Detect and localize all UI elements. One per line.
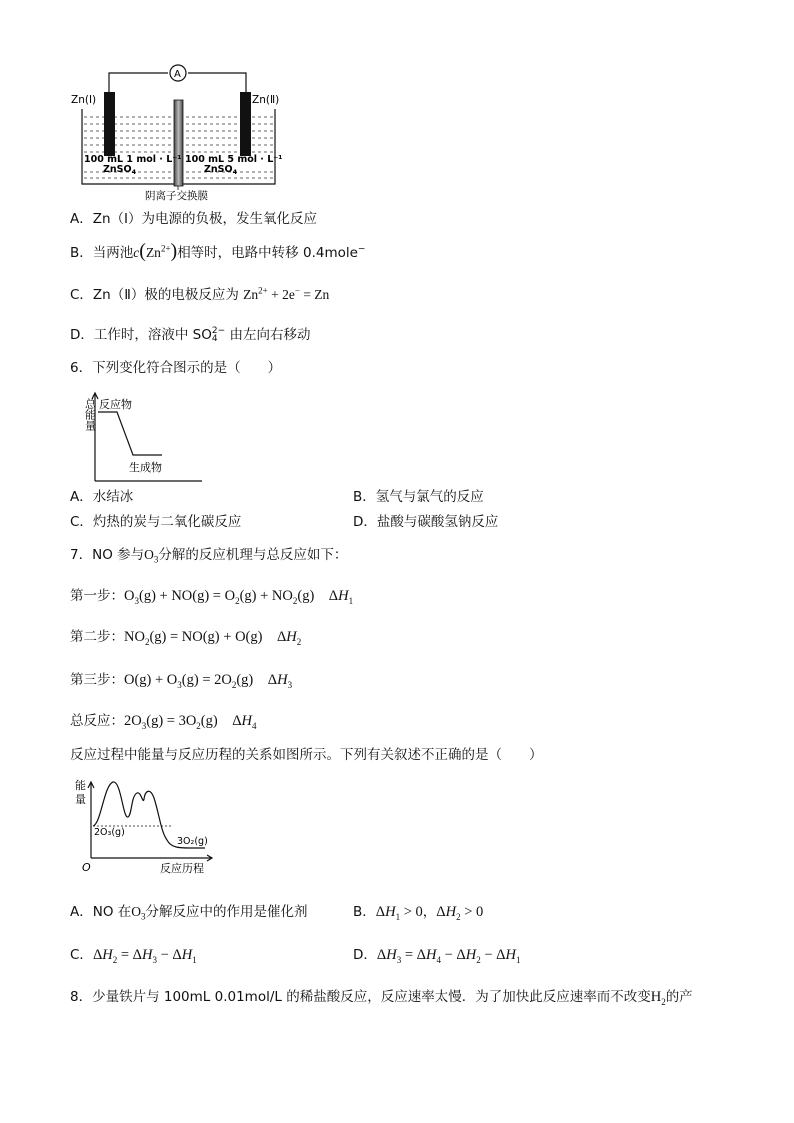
- left-solution-label: 100 mL 1 mol · L⁻¹: [84, 154, 182, 165]
- q6-option-b: B．氢气与氯气的反应: [353, 489, 484, 505]
- q8-stem: 8．少量铁片与 100mL 0.01mol/L 的稀盐酸反应，反应速率太慢．为了加快此反应速率而不改变$H_2$的产: [70, 989, 693, 1007]
- q7-option-b: B．$\Delta H_1 > 0$，$\Delta H_2 > 0$: [353, 904, 484, 922]
- q7-axis-label-1: 能: [75, 779, 86, 792]
- q6-option-d: D．盐酸与碳酸氢钠反应: [353, 514, 499, 530]
- q7-x-axis-label: 反应历程: [160, 862, 204, 875]
- q7-step3: 第三步：$O(g) + O_3(g) = 2O_2(g)$ $\Delta H_3$: [70, 672, 293, 690]
- q7-product-label: 3O₂(g): [177, 836, 208, 847]
- q7-option-c: C．$\Delta H_2 = \Delta H_3 - \Delta H_1$: [70, 947, 197, 965]
- q6-reactant-label: 反应物: [99, 398, 132, 411]
- q6-option-c: C．灼热的炭与二氧化碳反应: [70, 514, 242, 530]
- q7-step1: 第一步：$O_3(g) + NO(g) = O_2(g) + NO_2(g)$ $\Delta H_1$: [70, 588, 354, 606]
- right-salt-label: ZnSO$_4$: [204, 164, 238, 176]
- q6-option-a: A．水结冰: [70, 489, 134, 505]
- q7-step2: 第二步：$NO_2(g) = NO(g) + O(g)$ $\Delta H_2$: [70, 629, 302, 647]
- right-solution-label: 100 mL 5 mol · L⁻¹: [185, 154, 283, 165]
- q7-reactant-label: 2O₃(g): [94, 827, 125, 838]
- q7-origin-label: O: [82, 861, 91, 874]
- q6-product-label: 生成物: [129, 461, 162, 474]
- q5-option-a: A．Zn（Ⅰ）为电源的负极，发生氧化反应: [70, 211, 318, 227]
- q7-axis-label-2: 量: [75, 793, 86, 806]
- left-salt-label: ZnSO$_4$: [103, 164, 137, 176]
- q7-total: 总反应：$2O_3(g) = 3O_2(g)$ $\Delta H_4$: [70, 713, 257, 731]
- q6-stem: 6．下列变化符合图示的是（ ）: [70, 360, 282, 376]
- right-electrode-label: Zn(Ⅱ): [252, 94, 280, 106]
- q7-question: 反应过程中能量与反应历程的关系如图所示。下列有关叙述不正确的是（ ）: [70, 747, 543, 763]
- q5-option-d: D．工作时，溶液中 SO 2− 4 由左向右移动: [70, 326, 311, 344]
- q7-option-d: D．$\Delta H_3 = \Delta H_4 - \Delta H_2 - \Delta H_1$: [353, 947, 521, 965]
- membrane-label: 阴离子交换膜: [145, 190, 208, 202]
- q5-option-c: C．Zn（Ⅱ）极的电极反应为 $Zn^{2+} + 2e^- = Zn$: [70, 285, 330, 303]
- left-electrode-label: Zn(Ⅰ): [71, 94, 97, 106]
- q5-option-b: B．当两池$c(Zn^{2+})$相等时，电路中转移 0.4mole−: [70, 240, 366, 262]
- q7-stem: 7．NO 参与$O_3$分解的反应机理与总反应如下：: [70, 547, 348, 565]
- ammeter-label: A: [174, 69, 181, 80]
- q6-axis-label: 总能量: [83, 398, 97, 431]
- q7-option-a: A．NO 在$O_3$分解反应中的作用是催化剂: [70, 904, 308, 922]
